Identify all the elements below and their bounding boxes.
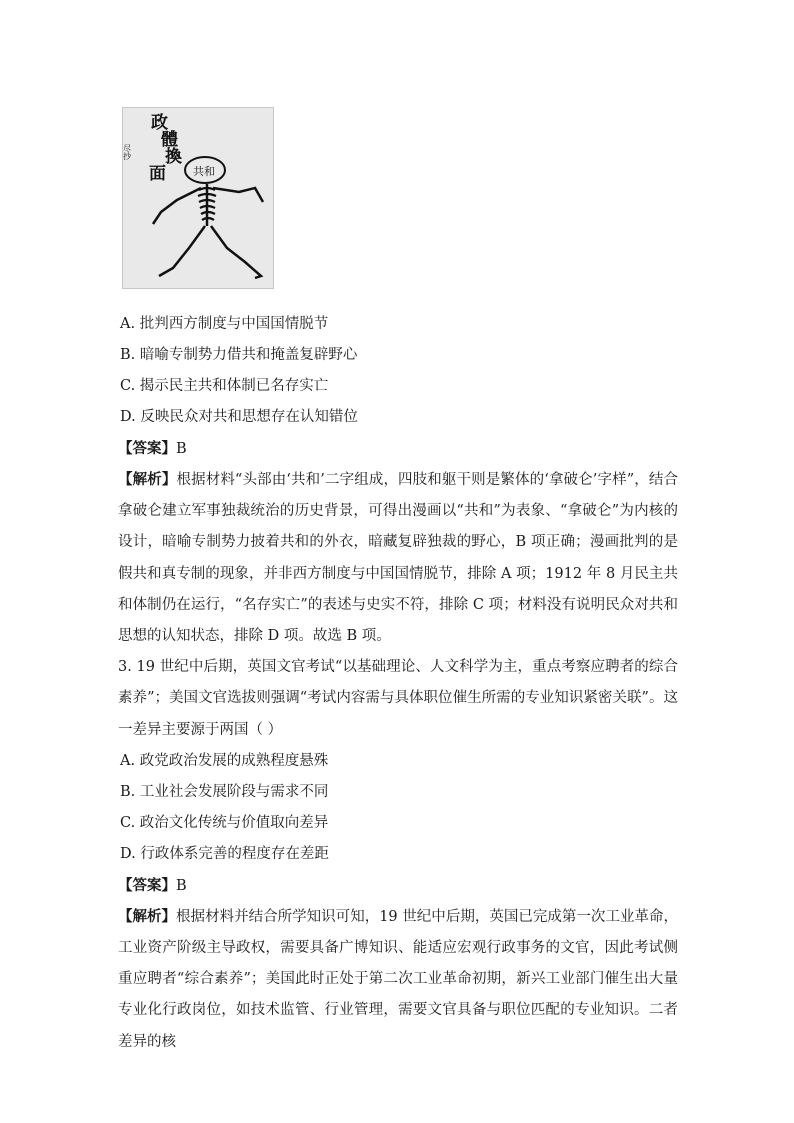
q3-option-c: C. 政治文化传统与价值取向差异 [120,814,329,831]
q3-analysis [118,901,678,1058]
q2-analysis [118,464,678,652]
q3-answer-value: B [176,877,187,894]
skeleton-left-arm [153,188,201,224]
q2-option-a: A. 批判西方制度与中国国情脱节 [120,316,329,332]
political-cartoon-image [122,107,274,289]
q3-option-b: B. 工业社会发展阶段与需求不同 [120,783,329,800]
cartoon-title-char-2: 體 [161,130,178,150]
skeleton-right-arm [213,188,263,202]
q3-analysis-text: 根据材料并结合所学知识可知，19 世纪中后期，英国已完成第一次工业革命，工业资产阶级主导政权，需要具备广博知识、能适应宏观行政事务的文官，因此考试侧重应聘者“综合素养”；美国此时正处于第二次工业革命初期，新兴工业部门催生出大量专业化行政岗位，如技术监管、行业管理，需要文官具备与职位匹配的专业知识。二者差异的核 [118,908,678,1050]
q3-option-a: A. 政党政治发展的成熟程度悬殊 [120,752,329,769]
q2-option-d: D. 反映民众对共和思想存在认知错位 [120,409,358,425]
q2-answer-value: B [176,441,187,457]
skeleton-right-leg [211,226,261,278]
q3-option-d: D. 行政体系完善的程度存在差距 [120,845,329,862]
q2-option-b: B. 暗喻专制势力借共和掩盖复辟野心 [120,347,358,363]
q2-analysis-text: 根据材料“头部由‘共和’二字组成，四肢和躯干则是繁体的‘拿破仑’字样”，结合拿破仑建立军事独裁统治的历史背景，可得出漫画以“共和”为表象、“拿破仑”为内核的设计，暗喻专制势力披着共和的外衣，暗藏复辟独裁的野心，B 项正确；漫画批判的是假共和真专制的现象，并非西方制度与中国国情脱节，排除 A 项；1912 年 8 月民主共和体制仍在运行，“名存实亡”的表述与史实不符，排除 C 项；材料没有说明民众对共和思想的认知状态，排除 D 项。故选 B 项。 [118,472,679,645]
q3-answer-label: 【答案】 [118,876,176,894]
q3-stem: 3. 19 世纪中后期，英国文官考试“以基础理论、人文科学为主，重点考察应聘者的综合素养”；美国文官选拔则强调“考试内容需与具体职位催生所需的专业知识紧密关联”。这一差异主要源于两国（ ） [118,659,678,738]
cartoon-head-text: 共和 [193,165,215,178]
skeleton-cartoon-illustration [123,108,273,288]
q2-answer-label: 【答案】 [118,440,176,457]
cartoon-side-note: 尽抄 [123,144,132,160]
q2-option-c: C. 揭示民主共和体制已名存实亡 [120,378,329,394]
cartoon-title-char-3: 換 [165,147,182,167]
cartoon-title-char-1: 政 [151,113,168,133]
q2-analysis-label: 【解析】 [118,471,177,488]
q3-analysis-label: 【解析】 [118,907,177,925]
skeleton-left-leg [159,226,205,276]
question-content [118,309,678,1058]
q2-answer [118,433,678,464]
q3-answer [118,870,678,901]
cartoon-title-char-4: 面 [149,164,166,184]
